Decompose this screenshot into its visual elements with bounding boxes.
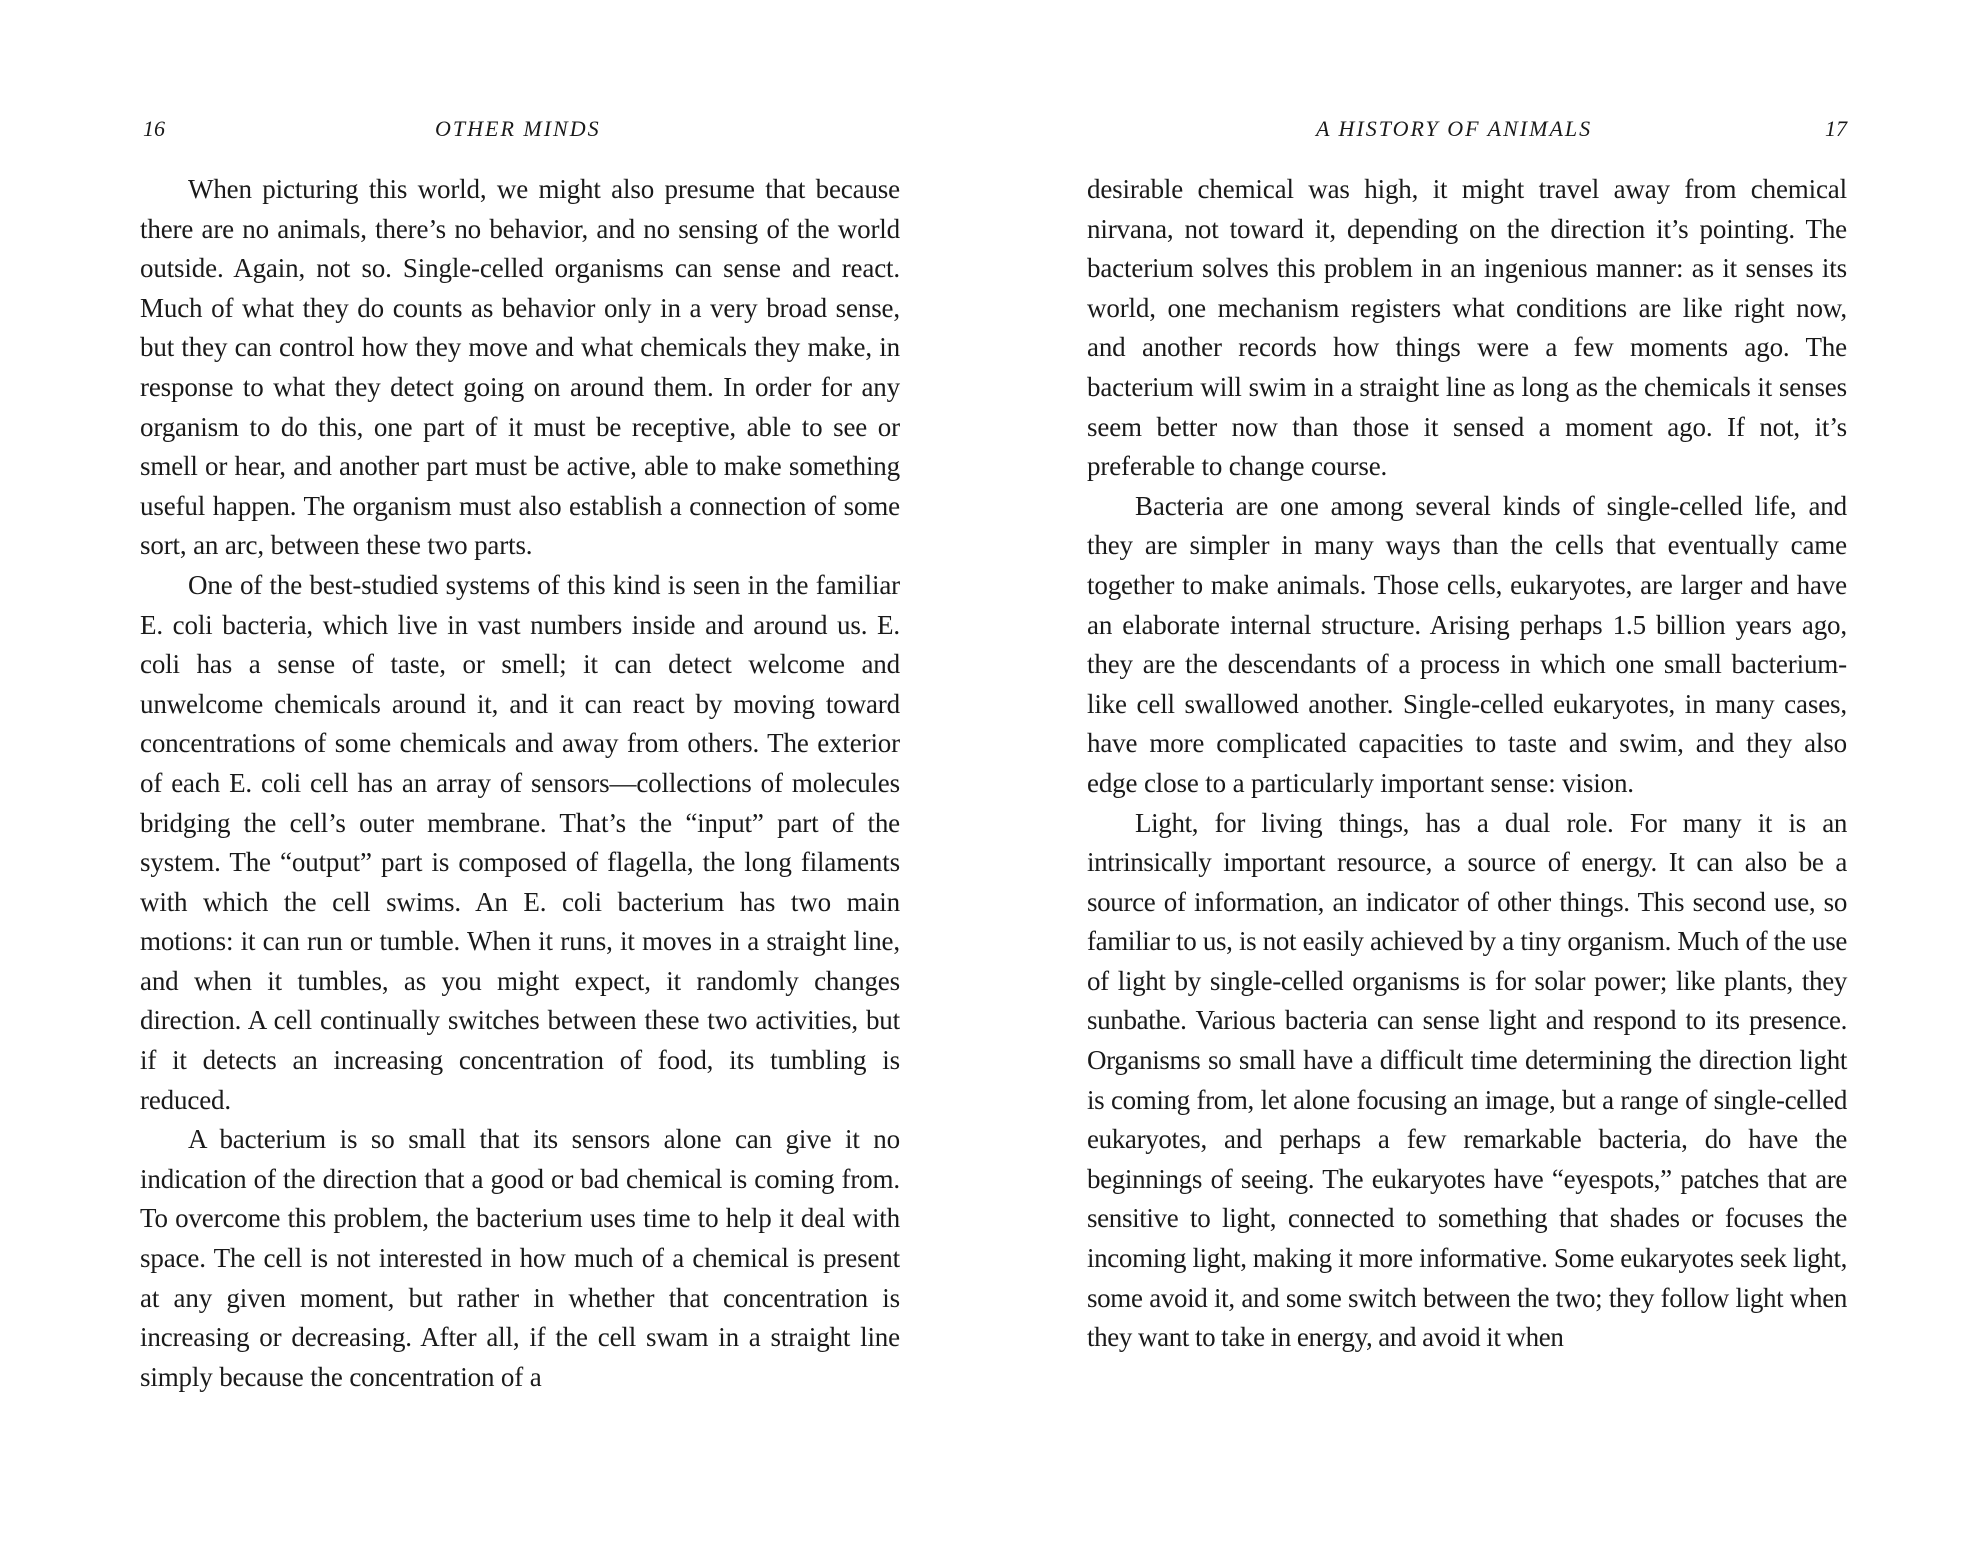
running-head: A HISTORY OF ANIMALS [1316,116,1593,141]
right-page [1087,0,1847,1547]
paragraph: Bacteria are one among several kinds of single-celled life, and they are simpler in many ways than the cells that eventually came together to make animals. Those cells, eukaryotes, are larger and have an elaborate internal structure. Arising perhaps 1.5 billion years ago, they are the descendants of a process in which one small bacterium-like cell swallowed another. Single-celled eukaryotes, in many cases, have more complicated capacities to taste and swim, and they also edge close to a particularly important sense: vision. [1087,490,1847,798]
page-number: 17 [1825,116,1847,141]
paragraph: When picturing this world, we might also presume that because there are no animals, there’s no behavior, and no sensing of the world outside. Again, not so. Single-celled organisms can sense and react. Much of what they do counts as behavior only in a very broad sense, but they can control how they move and what chemicals they make, in response to what they detect going on around them. In order for any organism to do this, one part of it must be receptive, able to see or smell or hear, and another part must be active, able to make something useful happen. The organism must also establish a connection of some sort, an arc, between these two parts. [140,174,900,561]
paragraph: A bacterium is so small that its sensors alone can give it no indication of the direction that a good or bad chemical is coming from. To overcome this problem, the bacterium uses time to help it deal with space. The cell is not interested in how much of a chemical is present at any given moment, but rather in whether that concentration is increasing or decreasing. After all, if the cell swam in a straight line simply because the concentration of a [140,1124,900,1392]
left-page-body [140,170,900,1397]
running-head: OTHER MINDS [435,116,601,141]
page-number: 16 [143,116,165,141]
left-page-header [140,116,900,146]
right-page-header [1087,116,1847,146]
paragraph: desirable chemical was high, it might travel away from chemical nirvana, not toward it, depending on the direction it’s pointing. The bacterium solves this problem in an ingenious manner: as it senses its world, one mechanism registers what conditions are like right now, and another records how things were a few moments ago. The bacterium will swim in a straight line as long as the chemicals it senses seem better now than those it sensed a moment ago. If not, it’s preferable to change course. [1087,174,1847,482]
right-page-body [1087,170,1847,1358]
paragraph: One of the best-studied systems of this kind is seen in the familiar E. coli bacteria, which live in vast numbers inside and around us. E. coli has a sense of taste, or smell; it can detect welcome and unwelcome chemicals around it, and it can react by moving toward concentrations of some chemicals and away from others. The exterior of each E. coli cell has an array of sensors—collections of molecules bridging the cell’s outer membrane. That’s the “input” part of the system. The “output” part is composed of flagella, the long filaments with which the cell swims. An E. coli bacterium has two main motions: it can run or tumble. When it runs, it moves in a straight line, and when it tumbles, as you might expect, it randomly changes direction. A cell continually switches between these two activities, but if it detects an increasing concentration of food, its tumbling is reduced. [140,569,900,1115]
paragraph: Light, for living things, has a dual role. For many it is an intrinsically important resource, a source of energy. It can also be a source of information, an indicator of other things. This second use, so familiar to us, is not easily achieved by a tiny organism. Much of the use of light by single-celled organisms is for solar power; like plants, they sunbathe. Various bacteria can sense light and respond to its presence. Organisms so small have a difficult time determining the direction light is coming from, let alone focusing an image, but a range of single-celled eukaryotes, and perhaps a few remarkable bacteria, do have the beginnings of seeing. The eukaryotes have “eyespots,” patches that are sensitive to light, connected to something that shades or focuses the incoming light, making it more informative. Some eukaryotes seek light, some avoid it, and some switch between the two; they follow light when they want to take in energy, and avoid it when [1087,807,1847,1353]
left-page [140,0,900,1547]
